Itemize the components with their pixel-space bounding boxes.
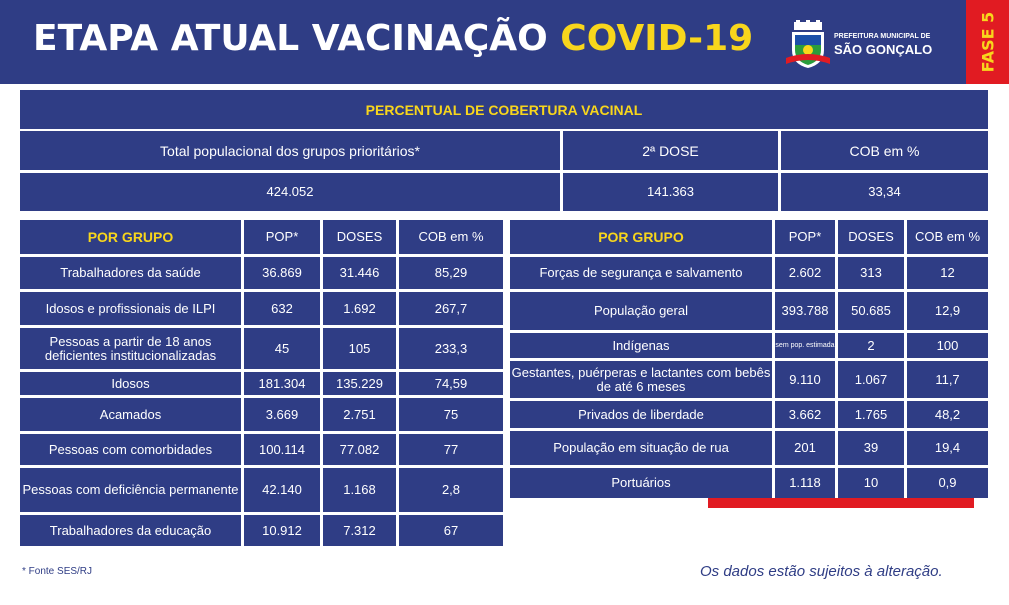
right-row-6-group: População em situação de rua (510, 431, 772, 465)
summary-value-dose2: 141.363 (563, 173, 778, 211)
right-row-1-doses: 313 (838, 257, 904, 289)
right-row-6-doses: 39 (838, 431, 904, 465)
red-accent-bar (708, 498, 974, 508)
left-row-5-cob: 75 (399, 398, 503, 431)
disclaimer-text: Os dados estão sujeitos à alteração. (700, 563, 943, 580)
right-row-2-group: População geral (510, 292, 772, 330)
right-row-5-doses: 1.765 (838, 401, 904, 428)
right-row-6-pop: 201 (775, 431, 835, 465)
header-banner (0, 0, 1009, 84)
left-header-group: POR GRUPO (20, 220, 241, 254)
left-row-3-group: Pessoas a partir de 18 anos deficientes institucionalizadas (20, 328, 241, 369)
prefeitura-logo (786, 20, 944, 70)
left-row-5-pop: 3.669 (244, 398, 320, 431)
right-header-group: POR GRUPO (510, 220, 772, 254)
page-title (33, 18, 753, 59)
left-row-5-doses: 2.751 (323, 398, 396, 431)
right-row-4-group: Gestantes, puérperas e lactantes com bebês de até 6 meses (510, 361, 772, 398)
right-row-5-pop: 3.662 (775, 401, 835, 428)
left-row-1-group: Trabalhadores da saúde (20, 257, 241, 289)
title-main: ETAPA ATUAL VACINAÇÃO (33, 18, 548, 59)
summary-title: PERCENTUAL DE COBERTURA VACINAL (20, 90, 988, 129)
right-header-pop: POP* (775, 220, 835, 254)
right-row-3-group: Indígenas (510, 333, 772, 358)
right-row-2-doses: 50.685 (838, 292, 904, 330)
title-highlight: COVID-19 (560, 18, 754, 59)
right-row-7-cob: 0,9 (907, 468, 988, 498)
right-row-5-group: Privados de liberdade (510, 401, 772, 428)
right-row-2-pop: 393.788 (775, 292, 835, 330)
left-row-3-pop: 45 (244, 328, 320, 369)
left-row-6-doses: 77.082 (323, 434, 396, 465)
summary-value-cob: 33,34 (781, 173, 988, 211)
left-header-cob: COB em % (399, 220, 503, 254)
right-row-3-cob: 100 (907, 333, 988, 358)
left-row-8-group: Trabalhadores da educação (20, 515, 241, 546)
fase-label: FASE 5 (978, 11, 997, 73)
left-row-6-group: Pessoas com comorbidades (20, 434, 241, 465)
summary-header-total: Total populacional dos grupos prioritários* (20, 131, 560, 170)
right-row-7-pop: 1.118 (775, 468, 835, 498)
summary-header-cob: COB em % (781, 131, 988, 170)
left-header-doses: DOSES (323, 220, 396, 254)
right-header-doses: DOSES (838, 220, 904, 254)
left-row-6-pop: 100.114 (244, 434, 320, 465)
summary-header-dose2: 2ª DOSE (563, 131, 778, 170)
left-row-7-cob: 2,8 (399, 468, 503, 512)
right-row-6-cob: 19,4 (907, 431, 988, 465)
left-row-6-cob: 77 (399, 434, 503, 465)
right-row-4-cob: 11,7 (907, 361, 988, 398)
left-row-7-group: Pessoas com deficiência permanente (20, 468, 241, 512)
left-row-8-doses: 7.312 (323, 515, 396, 546)
left-row-1-cob: 85,29 (399, 257, 503, 289)
left-row-2-group: Idosos e profissionais de ILPI (20, 292, 241, 325)
left-row-4-pop: 181.304 (244, 372, 320, 395)
left-row-4-cob: 74,59 (399, 372, 503, 395)
right-row-5-cob: 48,2 (907, 401, 988, 428)
left-row-1-pop: 36.869 (244, 257, 320, 289)
left-row-3-doses: 105 (323, 328, 396, 369)
logo-subtitle: PREFEITURA MUNICIPAL DE (834, 33, 931, 40)
right-header-cob: COB em % (907, 220, 988, 254)
left-row-8-cob: 67 (399, 515, 503, 546)
logo-name: SÃO GONÇALO (834, 42, 933, 57)
fase-tab (966, 0, 1009, 84)
right-row-7-group: Portuários (510, 468, 772, 498)
left-row-8-pop: 10.912 (244, 515, 320, 546)
left-row-7-doses: 1.168 (323, 468, 396, 512)
left-row-7-pop: 42.140 (244, 468, 320, 512)
city-coat-of-arms-icon (786, 20, 830, 70)
left-row-4-doses: 135.229 (323, 372, 396, 395)
summary-value-total: 424.052 (20, 173, 560, 211)
right-row-2-cob: 12,9 (907, 292, 988, 330)
left-row-2-cob: 267,7 (399, 292, 503, 325)
right-row-1-cob: 12 (907, 257, 988, 289)
right-row-4-pop: 9.110 (775, 361, 835, 398)
left-row-4-group: Idosos (20, 372, 241, 395)
left-header-pop: POP* (244, 220, 320, 254)
right-row-3-doses: 2 (838, 333, 904, 358)
left-row-2-pop: 632 (244, 292, 320, 325)
right-row-3-pop: sem pop. estimada (775, 333, 835, 358)
right-row-1-group: Forças de segurança e salvamento (510, 257, 772, 289)
right-row-7-doses: 10 (838, 468, 904, 498)
left-row-5-group: Acamados (20, 398, 241, 431)
left-row-3-cob: 233,3 (399, 328, 503, 369)
right-row-1-pop: 2.602 (775, 257, 835, 289)
right-row-4-doses: 1.067 (838, 361, 904, 398)
left-row-1-doses: 31.446 (323, 257, 396, 289)
left-row-2-doses: 1.692 (323, 292, 396, 325)
source-note: * Fonte SES/RJ (22, 566, 93, 577)
